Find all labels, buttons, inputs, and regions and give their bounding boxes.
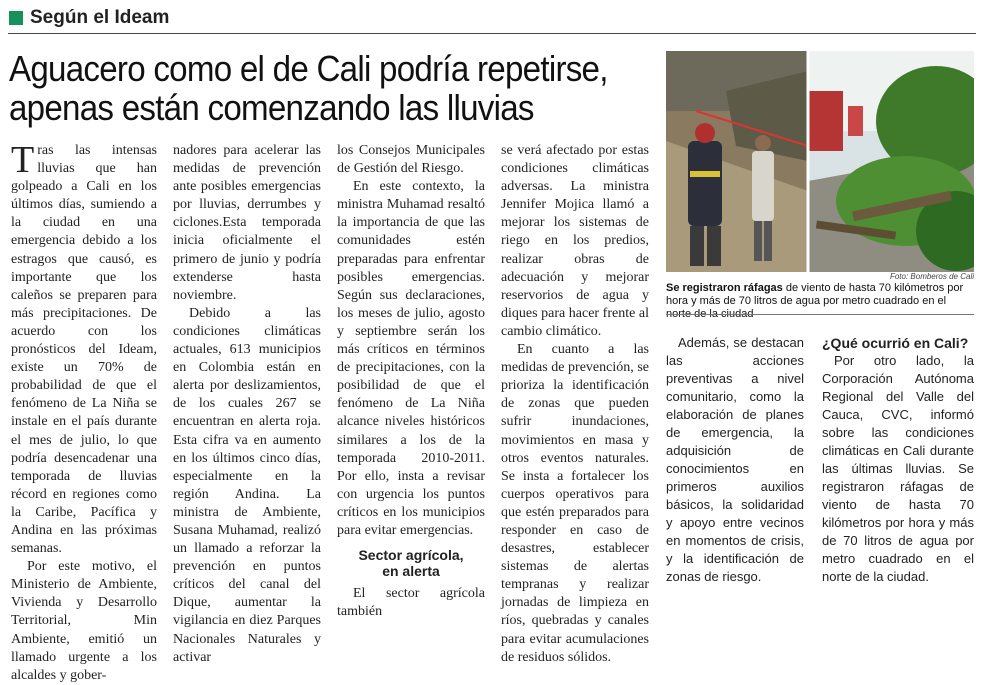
kicker-square-icon — [9, 11, 23, 25]
paragraph: nadores para acelerar las medidas de prevención ante posibles emergencias por lluvias, derrumbes y ciclones.Esta temporada inicia oficialmente el primero de junio y podría extenderse hasta noviembre. — [173, 143, 321, 303]
headline-line-1: Aguacero como el de Cali podría repetirse, — [9, 48, 608, 89]
photo-caption — [666, 282, 974, 321]
kicker-text: Según el Ideam — [30, 7, 170, 28]
article-column-2 — [173, 142, 321, 667]
subheading-line-1: Sector agrícola, — [358, 547, 464, 564]
subheading-line-2: en alerta — [382, 563, 440, 580]
paragraph: se verá afectado por estas condiciones climáticas adversas. La ministra Jennifer Mojica llamó a mejorar los sistemas de riego en los predios, realizar obras de adecuación y mejorar reservorios de agua y diques para hacer frente al cambio climático. — [501, 143, 649, 339]
headline — [9, 48, 608, 128]
paragraph: En este contexto, la ministra Muhamad resaltó la importancia de que las comunidades estén preparadas para enfrentar posibles emergencias. Según sus declaraciones, los meses de julio, agosto y septiembre serán los más críticos en términos de precipitaciones, con la posibilidad de que el fenómeno de La Niña alcance niveles históricos similares a los de la temporada 2010-2011. Por ello, insta a revisar con urgencia los puntos críticos en los municipios para evitar emergencias. — [337, 179, 485, 538]
drop-cap: T — [11, 139, 35, 181]
subheading — [337, 547, 485, 579]
paragraph: El sector agrícola también — [337, 586, 485, 620]
top-rule — [8, 33, 976, 34]
paragraph: Por otro lado, la Corporación Autónoma Regional del Valle del Cauca, CVC, informó sobre las condiciones climáticas en Cali durante las últimas lluvias. Se registraron ráfagas de viento de hasta 70 kilómetros por hora y más de 70 litros de agua por metro cuadrado en el norte de la ciudad. — [822, 353, 974, 584]
caption-text: de viento de hasta 70 kilómetros por hora y más de 70 litros de agua por metro cuadrado en el norte de la ciudad — [666, 282, 964, 320]
photo-credit: Foto: Bomberos de Cali — [889, 272, 974, 281]
section-kicker — [9, 7, 169, 29]
photo-illustration — [666, 51, 974, 272]
sidebar-box — [822, 334, 974, 586]
news-photo — [666, 51, 974, 272]
sidebar-title: ¿Qué ocurrió en Cali? — [822, 335, 969, 351]
paragraph: Por este motivo, el Ministerio de Ambiente, Vivienda y Desarrollo Territorial, Min Ambiente, emitió un llamado urgente a los alcaldes y gober- — [11, 559, 157, 683]
paragraph: Además, se destacan las acciones preventivas a nivel comunitario, como la elaboración de planes de emergencia, la adquisición de conocimientos en primeros auxilios básicos, la solidaridad y apoyo entre vecinos en momentos de crisis, y la identificación de zonas de riesgo. — [666, 335, 804, 584]
article-column-1 — [11, 139, 157, 685]
paragraph: Debido a las condiciones climáticas actuales, 613 municipios en Colombia están en alerta por deslizamientos, de los cuales 267 se encuentran en alerta roja. Esta cifra va en aumento en los últimos cinco días, especialmente en la región Andina. La ministra de Ambiente, Susana Muhamad, realizó un llamado a reforzar la prevención en puntos críticos del canal del Dique, aumentar la vigilancia en diez Parques Nacionales Naturales y activar — [173, 305, 321, 665]
article-column-4 — [501, 142, 649, 667]
caption-lead: Se registraron ráfagas — [666, 282, 783, 294]
headline-line-2: apenas están comenzando las lluvias — [9, 87, 534, 128]
paragraph-text: ras las intensas lluvias que han golpeado a Cali en los últimos días, sumiendo a la ciudad en una emergencia debido a los estragos que causó, es importante que los caleños se preparen para más precipitaciones. De acuerdo con los pronósticos del Ideam, existe un 70% de probabilidad de que el fenómeno de La Niña se instale en el país durante el mes de julio, lo que podría desencadenar una temporada de lluvias récord en regiones como la Caribe, Pacífica y Andina en las próximas semanas. — [11, 143, 157, 557]
paragraph: En cuanto a las medidas de prevención, se prioriza la identificación de zonas que pueden sufrir inundaciones, movimientos en masa y otros eventos naturales. Se insta a fortalecer los cuerpos operativos para que estén preparados para responder en caso de desastres, establecer sistemas de alertas tempranas y realizar jornadas de limpieza en ríos, quebradas y canales para evitar acumulaciones de residuos sólidos. — [501, 342, 649, 665]
article-column-3 — [337, 142, 485, 621]
paragraph — [11, 139, 157, 558]
caption-rule — [666, 314, 974, 315]
article-column-5 — [666, 334, 804, 586]
paragraph: los Consejos Municipales de Gestión del Riesgo. — [337, 143, 485, 177]
